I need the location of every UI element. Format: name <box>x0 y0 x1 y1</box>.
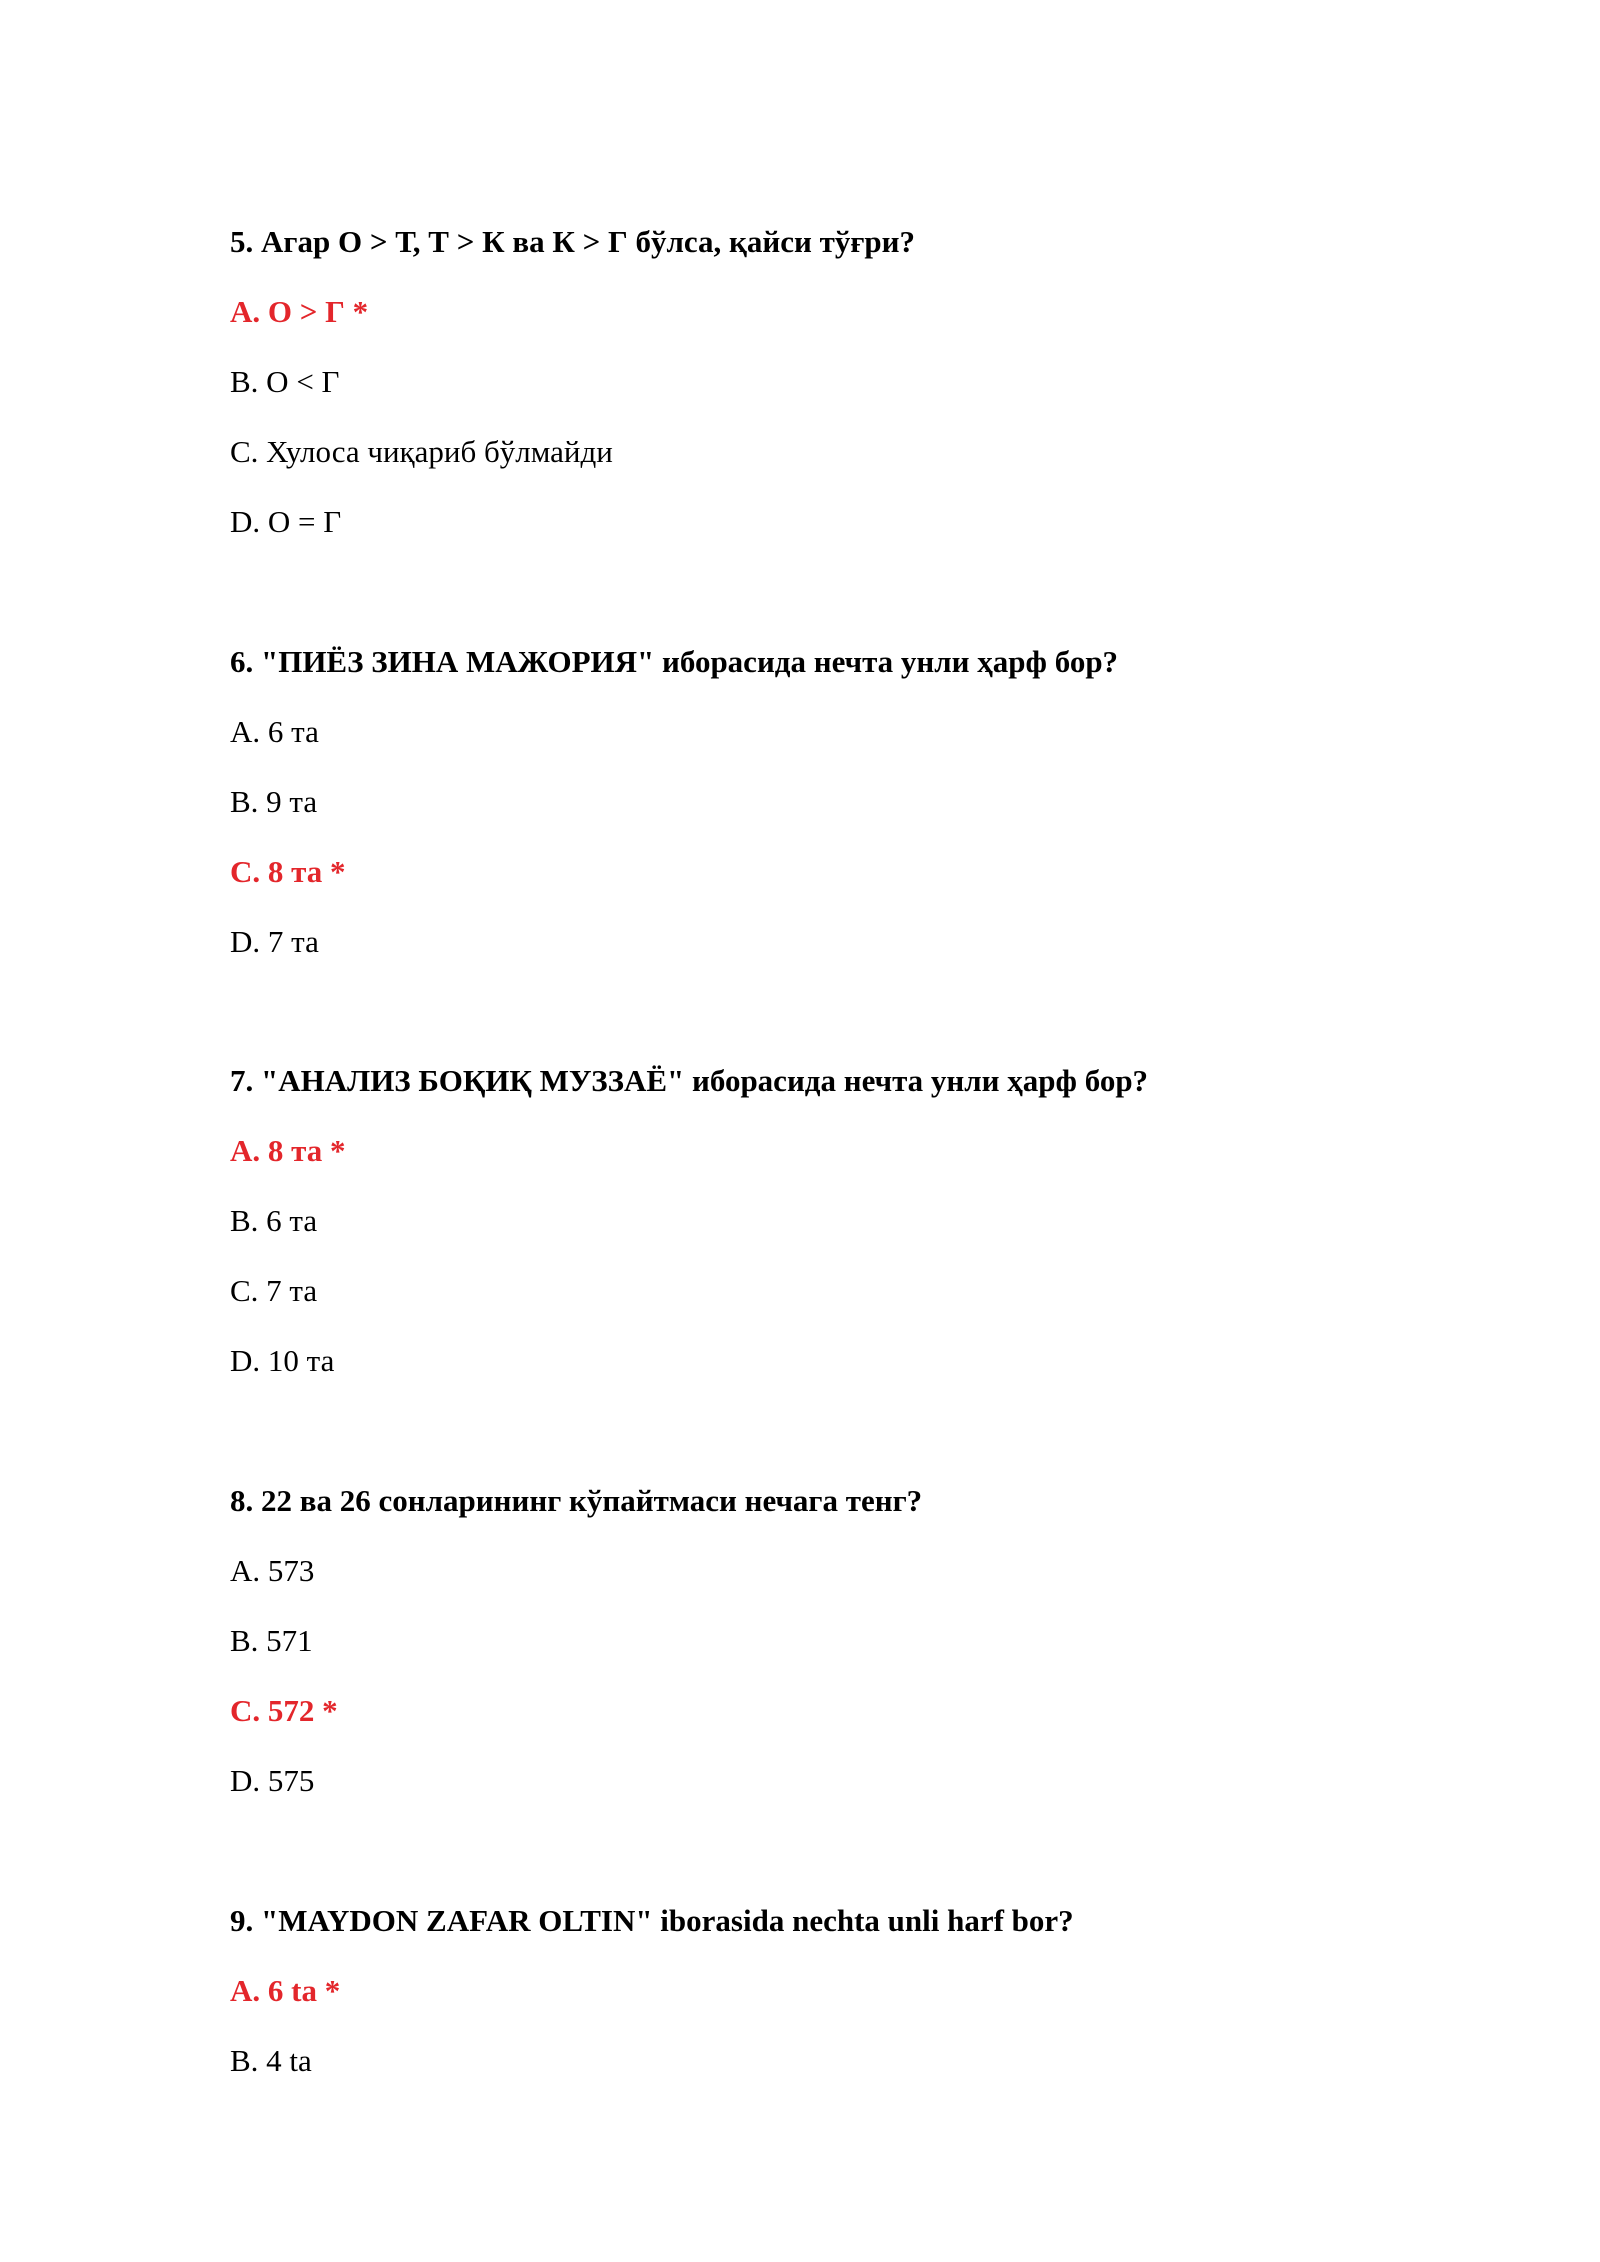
answer-option-correct: C. 8 та * <box>230 854 346 889</box>
answer-option-correct: A. 6 ta * <box>230 1973 341 2008</box>
answer-option-correct: A. 8 та * <box>230 1133 346 1168</box>
answer-option: D. О = Г <box>230 504 342 539</box>
answer-option: D. 7 та <box>230 924 319 959</box>
answer-option: D. 10 та <box>230 1343 335 1378</box>
question-title: 5. Агар О > Т, Т > К ва К > Г бўлса, қайси тўғри? <box>230 224 916 259</box>
question-title: 9. "MAYDON ZAFAR OLTIN" iborasida nechta unli harf bor? <box>230 1903 1074 1938</box>
answer-option: B. 6 та <box>230 1203 318 1238</box>
answer-option: B. 571 <box>230 1623 313 1658</box>
answer-option: A. 6 та <box>230 714 319 749</box>
answer-option-correct: C. 572 * <box>230 1693 338 1728</box>
answer-option: B. 9 та <box>230 784 318 819</box>
answer-option: A. 573 <box>230 1553 315 1588</box>
question-title: 6. "ПИЁЗ ЗИНА МАЖОРИЯ" иборасида нечта унли ҳарф бор? <box>230 644 1119 679</box>
answer-option: C. 7 та <box>230 1273 318 1308</box>
answer-option: B. О < Г <box>230 364 340 399</box>
answer-option: B. 4 ta <box>230 2043 312 2078</box>
answer-option-correct: A. О > Г * <box>230 294 369 329</box>
answer-option: C. Хулоса чиқариб бўлмайди <box>230 434 613 469</box>
answer-option: D. 575 <box>230 1763 315 1798</box>
question-title: 7. "АНАЛИЗ БОҚИҚ МУЗЗАЁ" иборасида нечта унли ҳарф бор? <box>230 1063 1149 1098</box>
question-title: 8. 22 ва 26 сонларининг кўпайтмаси нечага тенг? <box>230 1483 923 1518</box>
